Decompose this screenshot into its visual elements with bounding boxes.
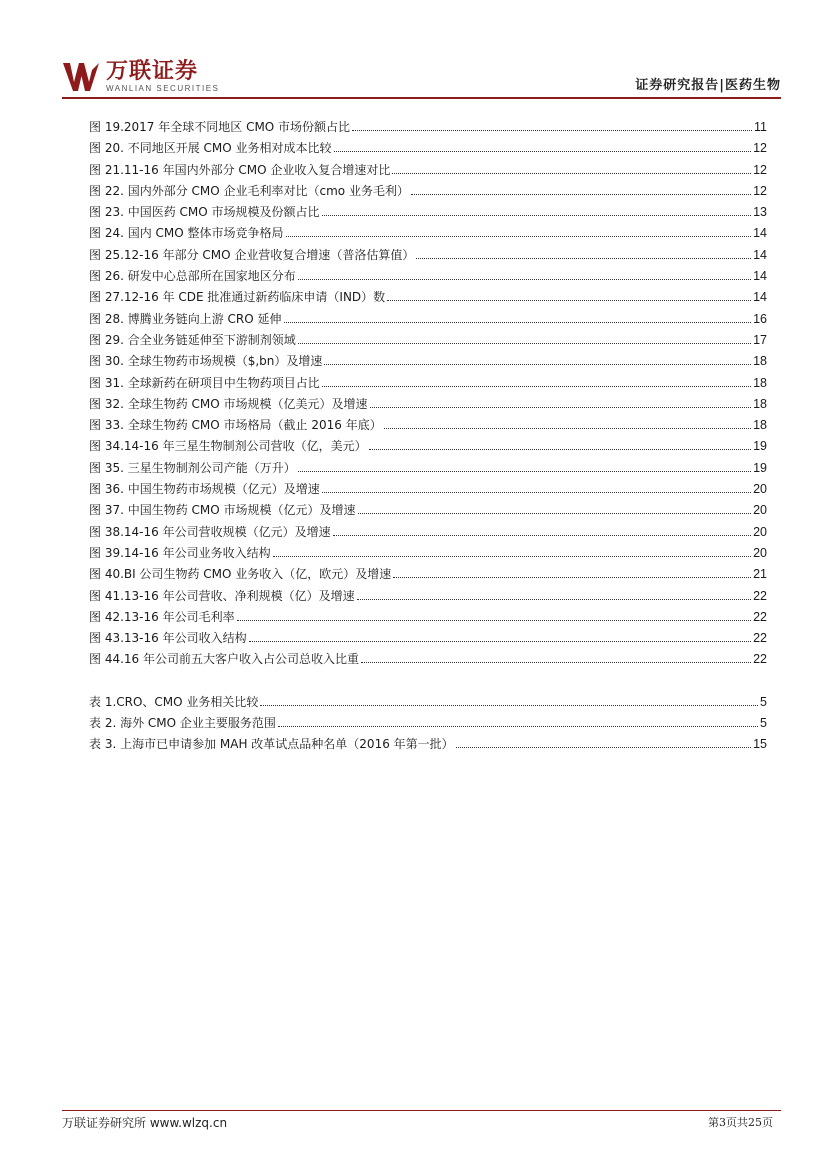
toc-entry-page: 12 xyxy=(753,141,767,156)
toc-entry-title: 表 3. 上海市已申请参加 MAH 改革试点品种名单（2016 年第一批） xyxy=(89,737,454,752)
toc-entry-title: 图 22. 国内外部分 CMO 企业毛利率对比（cmo 业务毛利） xyxy=(89,183,409,198)
footer-source: 万联证券研究所 www.wlzq.cn xyxy=(62,1116,228,1130)
toc-entry-title: 图 28. 博腾业务链向上游 CRO 延伸 xyxy=(89,311,282,326)
toc-entry-page: 12 xyxy=(753,162,767,177)
toc-entry[interactable] xyxy=(89,309,767,330)
toc-entry-title: 图 36. 中国生物药市场规模（亿元）及增速 xyxy=(89,482,320,497)
toc-entry-title: 表 1.CRO、CMO 业务相关比较 xyxy=(89,694,259,709)
header-divider xyxy=(62,97,781,99)
toc-entry[interactable] xyxy=(89,394,767,415)
toc-leader-dots xyxy=(361,654,751,663)
toc-entry-title: 图 38.14-16 年公司营收规模（亿元）及增速 xyxy=(89,524,331,539)
toc-leader-dots xyxy=(237,612,752,621)
toc-leader-dots xyxy=(352,122,752,131)
toc-leader-dots xyxy=(273,548,752,557)
toc-entry-title: 图 42.13-16 年公司毛利率 xyxy=(89,609,235,624)
toc-entry[interactable] xyxy=(89,245,767,266)
toc-leader-dots xyxy=(322,207,752,216)
toc-entry-title: 图 44.16 年公司前五大客户收入占公司总收入比重 xyxy=(89,652,359,667)
figure-list xyxy=(89,117,767,671)
toc-entry[interactable] xyxy=(89,692,767,713)
toc-entry-title: 图 27.12-16 年 CDE 批准通过新药临床申请（IND）数 xyxy=(89,290,386,305)
toc-entry-page: 20 xyxy=(753,545,767,560)
table-of-contents xyxy=(89,117,767,756)
toc-entry-page: 11 xyxy=(754,120,767,134)
toc-entry-page: 19 xyxy=(753,439,767,454)
toc-entry[interactable] xyxy=(89,181,767,202)
toc-entry[interactable] xyxy=(89,586,767,607)
logo-chinese-name: 万联证券 xyxy=(106,59,199,84)
toc-leader-dots xyxy=(393,569,751,578)
toc-entry[interactable] xyxy=(89,202,767,223)
toc-entry-title: 图 34.14-16 年三星生物制剂公司营收（亿，美元） xyxy=(89,439,367,454)
toc-entry[interactable] xyxy=(89,713,767,734)
toc-entry-page: 22 xyxy=(753,631,767,646)
toc-leader-dots xyxy=(387,292,751,301)
toc-entry-page: 22 xyxy=(753,609,767,624)
toc-entry-page: 20 xyxy=(753,524,767,539)
toc-entry-page: 14 xyxy=(753,269,767,284)
toc-leader-dots xyxy=(392,165,751,174)
toc-entry-page: 15 xyxy=(753,737,767,752)
toc-leader-dots xyxy=(298,335,751,344)
toc-leader-dots xyxy=(298,463,751,472)
toc-entry-page: 17 xyxy=(753,332,767,347)
toc-entry-title: 图 39.14-16 年公司业务收入结构 xyxy=(89,545,271,560)
list-gap xyxy=(89,671,767,692)
toc-leader-dots xyxy=(416,250,751,259)
toc-entry[interactable] xyxy=(89,415,767,436)
toc-entry[interactable] xyxy=(89,649,767,670)
toc-leader-dots xyxy=(456,739,751,748)
toc-leader-dots xyxy=(260,697,758,706)
toc-entry-page: 14 xyxy=(753,247,767,262)
toc-leader-dots xyxy=(324,356,751,365)
toc-entry[interactable] xyxy=(89,351,767,372)
toc-entry-page: 12 xyxy=(753,183,767,198)
toc-entry[interactable] xyxy=(89,628,767,649)
toc-entry-title: 图 40.BI 公司生物药 CMO 业务收入（亿，欧元）及增速 xyxy=(89,567,392,582)
toc-entry[interactable] xyxy=(89,479,767,500)
toc-entry[interactable] xyxy=(89,543,767,564)
toc-leader-dots xyxy=(411,186,751,195)
toc-entry-title: 图 32. 全球生物药 CMO 市场规模（亿美元）及增速 xyxy=(89,396,368,411)
toc-entry-title: 图 26. 研发中心总部所在国家地区分布 xyxy=(89,269,296,284)
toc-leader-dots xyxy=(298,271,751,280)
toc-leader-dots xyxy=(286,228,752,237)
page-header xyxy=(62,56,781,98)
toc-entry-page: 13 xyxy=(753,205,767,220)
toc-entry-page: 18 xyxy=(753,375,767,390)
toc-entry-title: 表 2. 海外 CMO 企业主要服务范围 xyxy=(89,716,276,731)
toc-entry-title: 图 33. 全球生物药 CMO 市场格局（截止 2016 年底） xyxy=(89,418,382,433)
toc-entry-title: 图 37. 中国生物药 CMO 市场规模（亿元）及增速 xyxy=(89,503,356,518)
toc-entry[interactable] xyxy=(89,117,767,138)
toc-entry-page: 5 xyxy=(760,694,767,709)
toc-entry[interactable] xyxy=(89,458,767,479)
toc-entry[interactable] xyxy=(89,734,767,755)
footer-divider xyxy=(62,1110,781,1111)
toc-entry[interactable] xyxy=(89,160,767,181)
toc-entry[interactable] xyxy=(89,564,767,585)
toc-leader-dots xyxy=(384,420,751,429)
toc-entry-title: 图 21.11-16 年国内外部分 CMO 企业收入复合增速对比 xyxy=(89,162,391,177)
toc-entry-page: 18 xyxy=(753,396,767,411)
toc-entry-page: 14 xyxy=(753,226,767,241)
toc-leader-dots xyxy=(358,505,752,514)
toc-entry-page: 18 xyxy=(753,354,767,369)
toc-entry-page: 20 xyxy=(753,503,767,518)
wanlian-logo-icon xyxy=(62,60,100,94)
toc-entry-page: 19 xyxy=(753,460,767,475)
toc-entry[interactable] xyxy=(89,138,767,159)
toc-entry-title: 图 25.12-16 年部分 CMO 企业营收复合增速（普洛估算值） xyxy=(89,247,415,262)
toc-leader-dots xyxy=(322,378,751,387)
report-section-label: 证券研究报告|医药生物 xyxy=(635,78,781,93)
toc-entry-title: 图 24. 国内 CMO 整体市场竞争格局 xyxy=(89,226,284,241)
page-number: 第3页共25页 xyxy=(708,1116,773,1129)
toc-entry-title: 图 43.13-16 年公司收入结构 xyxy=(89,631,247,646)
toc-entry[interactable] xyxy=(89,223,767,244)
toc-entry[interactable] xyxy=(89,500,767,521)
toc-leader-dots xyxy=(322,484,751,493)
toc-leader-dots xyxy=(278,718,758,727)
toc-entry-title: 图 20. 不同地区开展 CMO 业务相对成本比较 xyxy=(89,141,332,156)
toc-entry[interactable] xyxy=(89,330,767,351)
toc-entry-page: 5 xyxy=(760,716,767,731)
toc-entry[interactable] xyxy=(89,607,767,628)
toc-entry-title: 图 19.2017 年全球不同地区 CMO 市场份额占比 xyxy=(89,120,351,134)
toc-entry[interactable] xyxy=(89,287,767,308)
toc-entry[interactable] xyxy=(89,436,767,457)
toc-leader-dots xyxy=(369,441,752,450)
company-logo xyxy=(62,60,219,96)
toc-entry-page: 22 xyxy=(753,588,767,603)
toc-leader-dots xyxy=(249,633,752,642)
toc-entry-page: 14 xyxy=(753,290,767,305)
toc-entry-title: 图 23. 中国医药 CMO 市场规模及份额占比 xyxy=(89,205,320,220)
toc-entry-page: 20 xyxy=(753,482,767,497)
toc-entry-page: 18 xyxy=(753,418,767,433)
toc-entry-page: 21 xyxy=(753,567,767,582)
toc-entry-page: 22 xyxy=(753,652,767,667)
logo-english-name: WANLIAN SECURITIES xyxy=(106,84,220,93)
table-list xyxy=(89,692,767,756)
toc-leader-dots xyxy=(357,591,752,600)
toc-entry[interactable] xyxy=(89,266,767,287)
toc-leader-dots xyxy=(370,399,752,408)
toc-entry-title: 图 30. 全球生物药市场规模（$,bn）及增速 xyxy=(89,354,323,369)
toc-entry-title: 图 41.13-16 年公司营收、净利规模（亿）及增速 xyxy=(89,588,355,603)
toc-leader-dots xyxy=(333,527,752,536)
toc-entry-title: 图 35. 三星生物制剂公司产能（万升） xyxy=(89,460,296,475)
toc-leader-dots xyxy=(334,143,752,152)
toc-entry-page: 16 xyxy=(753,311,767,326)
toc-entry-title: 图 31. 全球新药在研项目中生物药项目占比 xyxy=(89,375,320,390)
toc-leader-dots xyxy=(284,314,752,323)
toc-entry[interactable] xyxy=(89,522,767,543)
toc-entry-title: 图 29. 合全业务链延伸至下游制剂领域 xyxy=(89,332,296,347)
toc-entry[interactable] xyxy=(89,373,767,394)
